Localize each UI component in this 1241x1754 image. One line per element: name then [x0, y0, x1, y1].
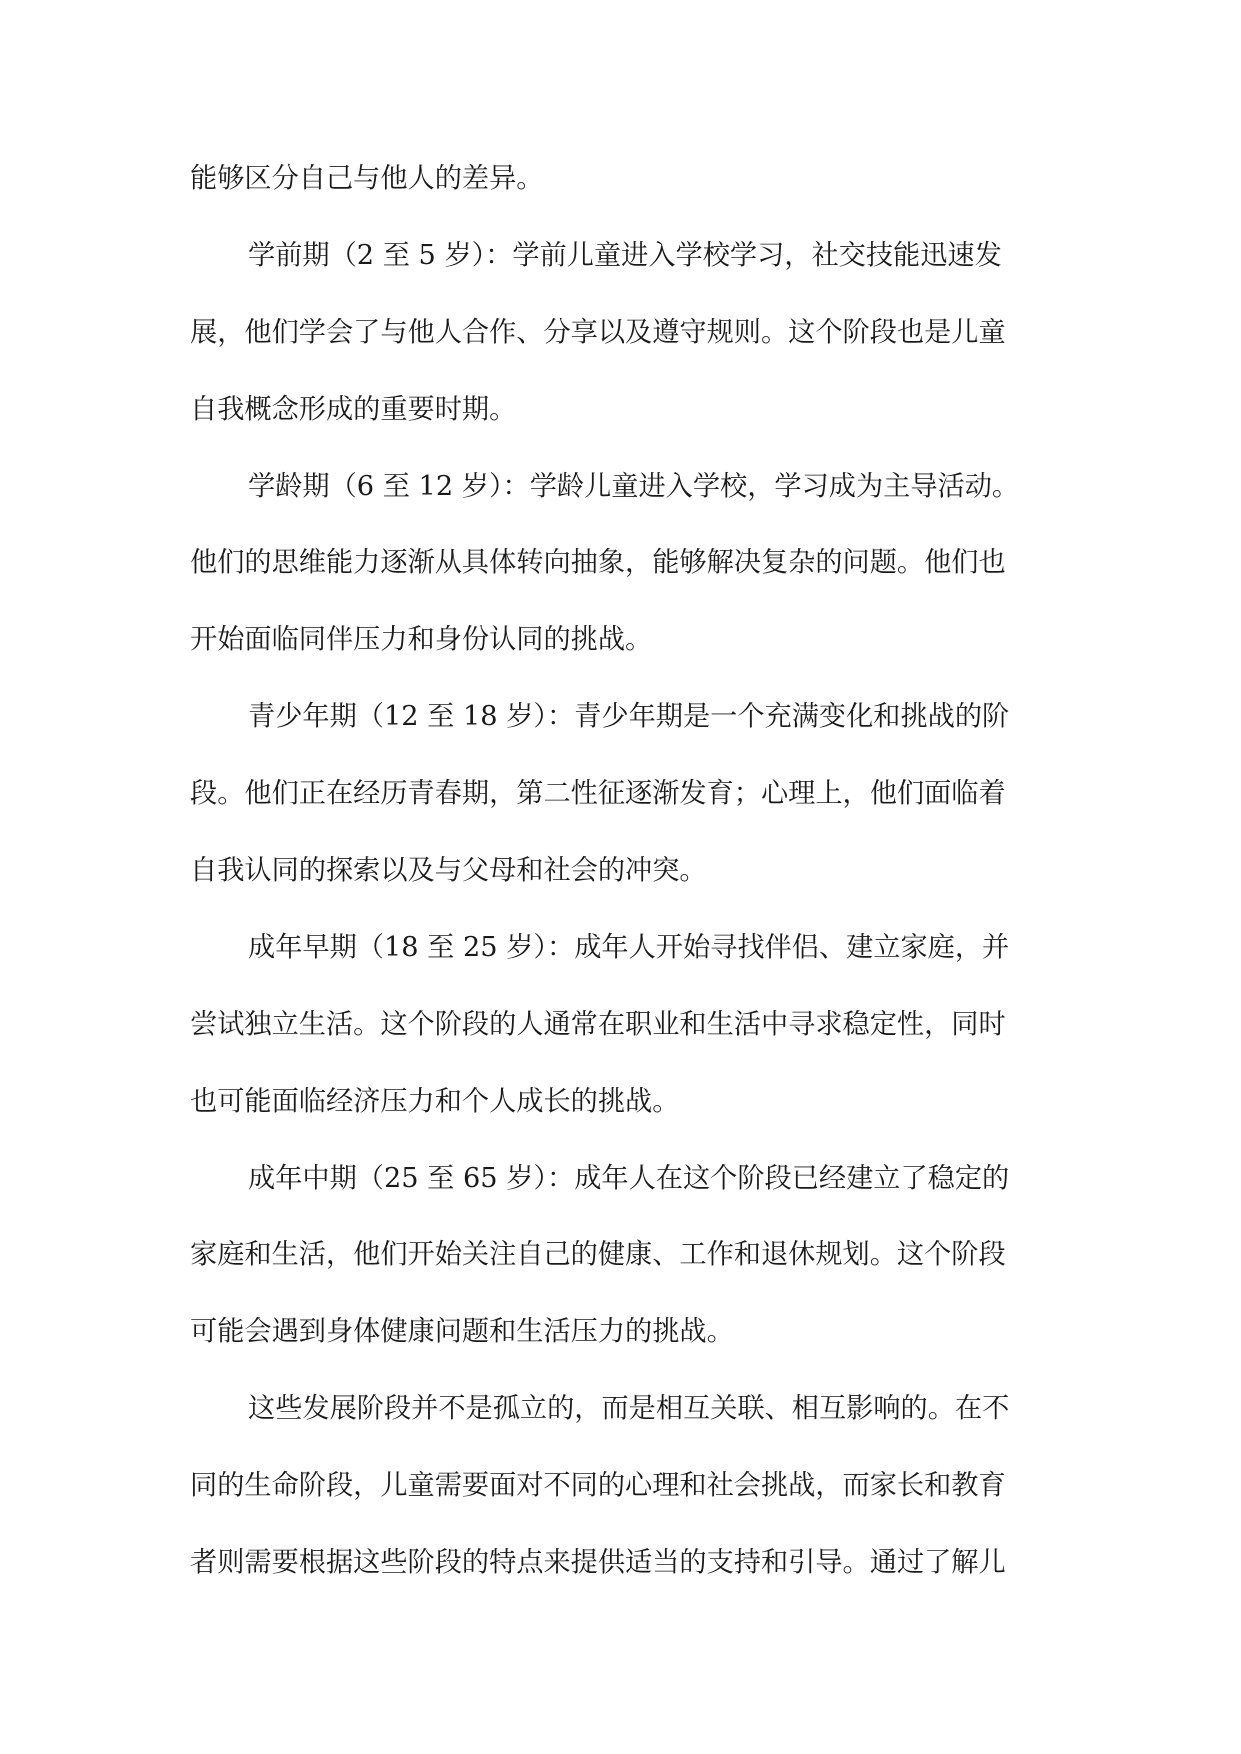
- paragraph-preschool: [190, 218, 1060, 449]
- text-line: 自我认同的探索以及与父母和社会的冲突。: [190, 855, 707, 887]
- text-line: 他们的思维能力逐渐从具体转向抽象，能够解决复杂的问题。他们也: [190, 547, 1006, 579]
- text-line: 同的生命阶段，儿童需要面对不同的心理和社会挑战，而家长和教育: [190, 1470, 1006, 1502]
- text-line: 这些发展阶段并不是孤立的，而是相互关联、相互影响的。在不: [248, 1393, 1010, 1425]
- paragraph-continuation: [190, 141, 1060, 218]
- text-line: 段。他们正在经历青春期，第二性征逐渐发育；心理上，他们面临着: [190, 778, 1006, 810]
- text-line: 学龄期（6 至 12 岁）：学龄儿童进入学校，学习成为主导活动。: [248, 470, 1020, 502]
- text-line: 家庭和生活，他们开始关注自己的健康、工作和退休规划。这个阶段: [190, 1239, 1006, 1271]
- paragraph-adolescence: [190, 679, 1060, 910]
- text-line: 自我概念形成的重要时期。: [190, 393, 517, 425]
- text-line: 者则需要根据这些阶段的特点来提供适当的支持和引导。通过了解儿: [190, 1547, 1006, 1579]
- paragraph-middle-adulthood: [190, 1141, 1060, 1372]
- text-line: 学前期（2 至 5 岁）：学前儿童进入学校学习，社交技能迅速发: [248, 239, 1002, 271]
- paragraph-conclusion: [190, 1371, 1060, 1602]
- document-body: [190, 141, 1060, 1602]
- text-line: 成年中期（25 至 65 岁）：成年人在这个阶段已经建立了稳定的: [248, 1162, 1010, 1194]
- paragraph-school-age: [190, 449, 1060, 680]
- text-line: 尝试独立生活。这个阶段的人通常在职业和生活中寻求稳定性，同时: [190, 1008, 1006, 1040]
- text-line: 青少年期（12 至 18 岁）：青少年期是一个充满变化和挑战的阶: [248, 701, 1010, 733]
- text-line: 成年早期（18 至 25 岁）：成年人开始寻找伴侣、建立家庭，并: [248, 931, 1010, 963]
- text-line: 可能会遇到身体健康问题和生活压力的挑战。: [190, 1316, 734, 1348]
- text-line: 开始面临同伴压力和身份认同的挑战。: [190, 624, 653, 656]
- text-line: 能够区分自己与他人的差异。: [190, 163, 544, 194]
- text-line: 展，他们学会了与他人合作、分享以及遵守规则。这个阶段也是儿童: [190, 316, 1006, 348]
- text-line: 也可能面临经济压力和个人成长的挑战。: [190, 1085, 680, 1117]
- paragraph-early-adulthood: [190, 910, 1060, 1141]
